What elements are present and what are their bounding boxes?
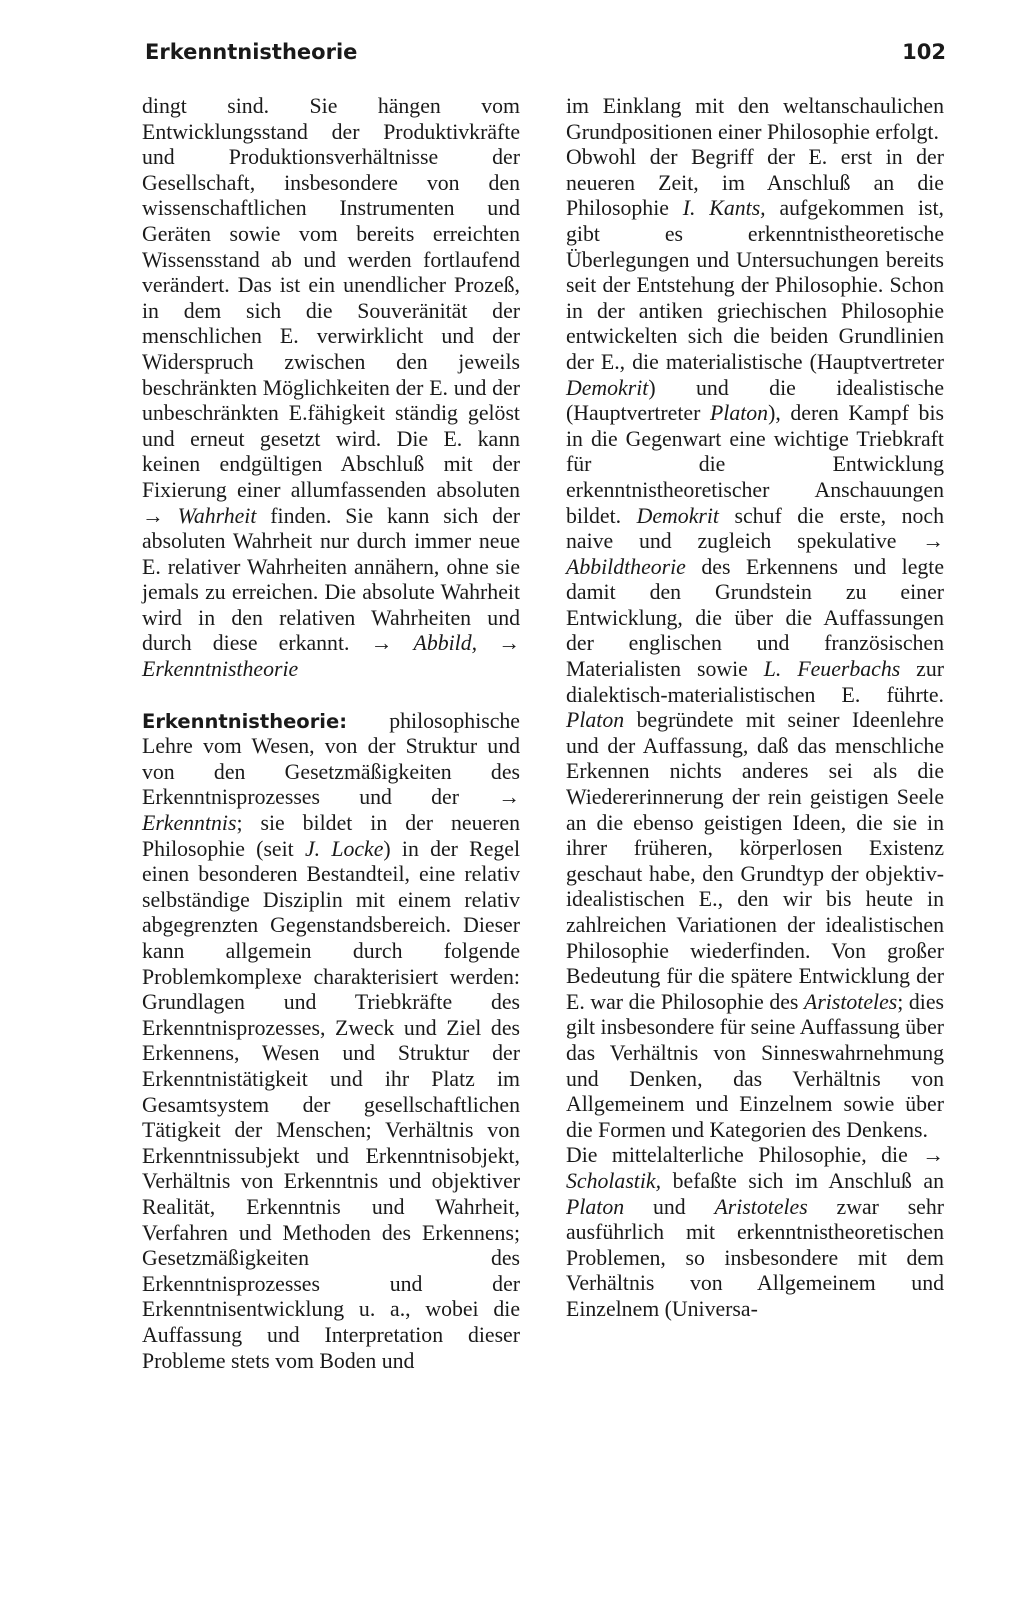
entry-separator [142,683,520,709]
entry-headword: Erkenntnistheorie: [142,709,348,733]
text-run: ) und die idealistische (Hauptvertreter [566,375,944,426]
text-run: ), deren Kampf bis in die Gegenwart eine wichtige Triebkraft für die Entwicklung erkenntnistheoretischer Anschauungen bildet. [566,401,944,528]
history-paragraph [566,145,944,1143]
text-run: im Einklang mit den weltanschaulichen Grundpositionen einer Philosophie erfolgt. [566,94,944,144]
continuation-paragraph [142,94,520,683]
text-run: ; dies gilt insbesondere für seine Auffassung über das Verhältnis von Sinneswahrnehmung und Denken, das Verhältnis von Allgemeinem und Einzelnem sowie über die Formen und Kategorien des Denkens. [566,989,944,1142]
person-reference-platon: Platon [566,708,625,733]
person-reference-aristoteles: Aristoteles [714,1194,808,1219]
cross-reference-arrow-icon: → [498,631,520,656]
person-reference-platon: Platon [709,401,769,426]
page-number: 102 [902,40,946,64]
person-reference-demokrit: Demokrit [566,375,649,400]
text-run: Die mittelalterliche Philosophie, die [566,1143,923,1168]
dictionary-entry [142,709,520,1374]
text-run: zur dialektisch-materialistischen E. führte. [566,657,945,707]
text-run: ) in der Regel einen besonderen Bestandteil, eine relativ selbständige Disziplin mit einem relativ abgegrenzten Gegenstandsbereich. Dieser kann allgemein durch folgende Problemkomplexe charakterisiert werden: Grundlagen und Triebkräfte des Erkenntnisprozesses, Zweck und Ziel des Erkennens, Wesen und Struktur der Erkenntnistätigkeit und ihr Platz im Gesamtsystem der gesellschaftlichen Tätigkeit der Menschen; Verhältnis von Erkenntnissubjekt und Erkenntnisobjekt, Verhältnis von Erkenntnis und objektiver Realität, Erkenntnis und Wahrheit, Verfahren und Methoden des Erkennens; Gesetzmäßigkeiten des Erkenntnisprozesses und der Erkenntnisentwicklung u. a., wobei die Auffassung und Interpretation dieser Probleme stets vom Boden und [142,836,521,1373]
cross-reference-wahrheit: Wahrheit [177,503,257,528]
cross-reference-erkenntnis: Erkenntnis [142,811,237,836]
text-run: begründete mit seiner Ideenlehre und der Auffassung, daß das menschliche Erkennen nichts anderes sei als die Wiedererinnerung der rein geistigen Seele an die ebenso geistigen Ideen, die sie in ihrer früheren, körperlosen Existenz geschaut habe, den Grundtyp der objektiv-idealistischen E., den wir bis heute in zahlreichen Variationen der idealistischen Philosophie wiederfinden. Von großer Bedeutung für die spätere Entwicklung der E. war die Philosophie des [566,708,944,1014]
text-run: aufgekommen ist, gibt es erkenntnistheoretische Überlegungen und Untersuchungen bereits seit der Entstehung der Philosophie. Schon in der antiken griechischen Philosophie entwickelten sich die beiden Grundlinien der E., die materialistische (Hauptvertreter [566,196,944,374]
text-run: finden. Sie kann sich der absoluten Wahrheit nur durch immer neue E. relativer Wahrheiten annähern, ohne sie jemals zu erreichen. Die absolute Wahrheit wird in den relativen Wahrheiten und durch diese erkannt. [142,503,521,656]
cross-reference-arrow-icon: → [498,785,520,810]
running-title: Erkenntnistheorie [145,40,358,64]
cross-reference-arrow-icon: → [370,631,393,656]
person-reference-platon: Platon [566,1194,625,1219]
text-run: philosophische Lehre vom Wesen, von der Struktur und von den Gesetzmäßigkeiten des Erkenntnisprozesses und der [142,708,520,810]
person-reference-kant: I. Kants, [682,196,766,221]
cross-reference-abbildtheorie: Abbildtheorie [566,554,686,579]
text-run: dingt sind. Sie hängen vom Entwicklungsstand der Produktivkräfte und Produktionsverhältnisse der Gesellschaft, insbesondere von den wissenschaftlichen Instrumenten und Geräten sowie vom bereits erreichten Wissensstand ab und werden fortlaufend verändert. Das ist ein unendlicher Prozeß, in dem sich die Souveränität der menschlichen E. verwirklicht und der Widerspruch zwischen den jeweils beschränkten Möglichkeiten der E. und der unbeschränkten E.fähigkeit ständig gelöst und erneut gesetzt wird. Die E. kann keinen endgültigen Abschluß mit der Fixierung einer allumfassenden absoluten [142,94,520,502]
person-reference-locke: J. Locke [304,836,384,861]
text-run: befaßte sich im Anschluß an [661,1168,944,1193]
history-paragraph [566,1143,944,1322]
right-column [566,94,944,1323]
cross-reference-arrow-icon: → [922,529,944,554]
person-reference-demokrit: Demokrit [636,503,719,528]
cross-reference-arrow-icon: → [922,1143,944,1168]
person-reference-feuerbach: L. Feuerbachs [763,657,901,682]
person-reference-aristoteles: Aristoteles [804,989,898,1014]
cross-reference-abbild: Abbild, [413,631,478,656]
cross-reference-scholastik: Scholastik, [566,1168,662,1193]
continuation-paragraph [566,94,944,145]
text-run: schuf die erste, noch naive und zugleich spekulative [566,503,944,554]
cross-reference-arrow-icon: → [142,503,164,528]
left-column [142,94,520,1374]
text-run: zwar sehr ausführlich mit erkenntnistheoretischen Problemen, so insbesondere mit dem Verhältnis von Allgemeinem und Einzelnem (Universa- [566,1194,945,1321]
text-run: des Erkennens und legte damit den Grundstein zu einer Entwicklung, die über die Auffassungen der englischen und französischen Materialisten sowie [566,554,944,682]
text-run: ; sie bildet in der neueren Philosophie (seit [142,811,520,861]
text-run: Obwohl der Begriff der E. erst in der neueren Zeit, im Anschluß an die Philosophie [566,145,944,221]
cross-reference-erkenntnistheorie: Erkenntnistheorie [142,657,299,682]
text-run: und [624,1194,715,1219]
